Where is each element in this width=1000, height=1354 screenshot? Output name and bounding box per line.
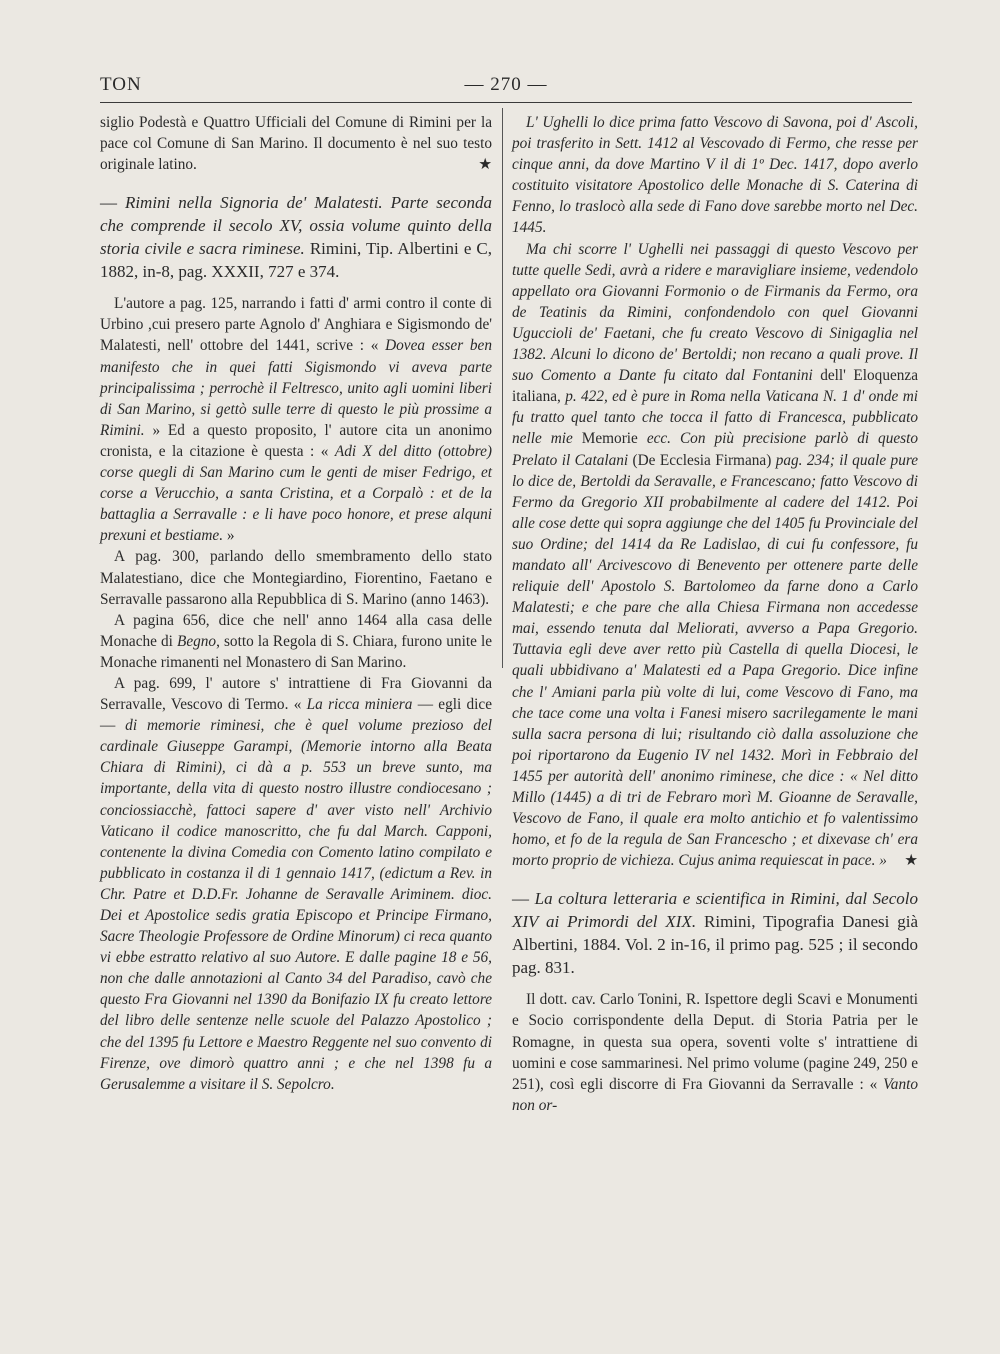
star-ornament: ★ — [904, 852, 918, 870]
entry-publication: Rimini, Tipografia Danesi già Albertini, 1884. Vol. 2 in-16, il primo pag. 525 ; il secondo pag. 831. — [512, 912, 918, 978]
entry-title: La coltura letteraria e scientifica in Rimini, dal Secolo XIV ai Primordi del XIX. — [512, 889, 919, 932]
page-number: — 270 — — [464, 74, 548, 95]
paragraph: siglio Podestà e Quattro Ufficiali del Comune di Rimini per la pace col Comune di San Marino. Il documento è nel suo testo originale latino. ★ — [100, 112, 492, 175]
paragraph: Ma chi scorre l' Ughelli nei passaggi di questo Vescovo per tutte quelle Sedi, avrà a ridere e maravigliare insieme, vedendolo appellato ora Giovanni Formonio o de Firmanis da Fermo, ora de Teatinis da Rimini, confondendolo con quel Giovanni Uguccioli de' Faetani, che fu creato Vescovo di Sinigaglia nel 1382. Alcuni lo dicono de' Bertoldi; non recano a quali prove. Il suo Comento a Dante fu citato dal Fontanini dell' Eloquenza italiana, p. 422, ed è pure in Roma nella Vaticana N. 1 d' onde mi fu tratto quel tanto che tocca il fatto di Francesca, pubblicato nelle mie Memorie ecc. Con più precisione parlò di questo Prelato il Catalani (De Ecclesia Firmana) pag. 234; il quale pure lo dice de, Bertoldi da Seravalle, e Francescano; fatto Vescovo di Fermo da Gregorio XII probabilmente al cadere del 1412. Poi alle cose dette qui sopra aggiunge che del 1405 fu Provinciale del suo Ordine; del 1414 da Re Ladislao, di cui fu confessore, fu mandato all' Arcivescovo di Benevento per ottenere parte delle reliquie dell' Apostolo S. Bartolomeo da farne dono a Carlo Malatesti; e che pare che alla Chiesa Firmana non accedesse mai, essendo tenuta dal Meliorati, avverso a Papa Gregorio. Tuttavia egli deve aver retto più Castella di quella Diocesi, le quali ubbidivano a' Malatesti ed a Papa Gregorio. Dice infine che l' Amiani parla più volte di lui, come Vescovo di Fano, ma che tace come una volta i Fanesi misero sacrilegamente le mani sulla sacra persona di lui; risultando ciò dalla assoluzione che poi riportarono da Eugenio IV nel 1432. Morì in Febbraio del 1455 per autorità dell' anonimo riminese, che dice : « Nel ditto Millo (1445) a di tri de Febraro morì M. Gioanne de Seravalle, Vescovo de Fano, il quale era molto antichio et fo valentissimo homo, et fo de la regula de San Franceschо ; et dixevase ch' era morto proprio de vichieza. Cujus anima requiescat in pace. » ★ — [512, 239, 918, 872]
paragraph: Il dott. cav. Carlo Tonini, R. Ispettore degli Scavi e Monumenti e Socio corrispondente della Deput. di Storia Patria per le Romagne, in questa sua opera, soventi volte s' intrattiene di uomini e cose sammarinesi. Nel primo volume (pagine 249, 250 e 251), così egli discorre di Fra Giovanni da Serravalle : « Vanto non or- — [512, 991, 918, 1114]
star-ornament: ★ — [478, 156, 492, 174]
paragraph: L' Ughelli lo dice prima fatto Vescovo di Savona, poi d' Ascoli, poi trasferito in Sett. 1412 al Vescovado di Fermo, che resse per cinque anni, da dove Martino V il di 1º Dec. 1417, dopo averlo costituito visitatore Apostolico delle Monache di S. Caterina di Fenno, lo traslocò alla sede di Fano dove sarebbe morto nel Dec. 1445. — [512, 114, 918, 237]
bibliography-entry: — Rimini nella Signoria de' Malatesti. Parte seconda che comprende il secolo XV, ossia volume quinto della storia civile e sacra riminese. Rimini, Tip. Albertini e C, 1882, in-8, pag. XXXII, 727 e 374. — [100, 193, 493, 282]
running-head: TON — [100, 74, 142, 95]
page-header — [100, 70, 912, 100]
paragraph: L'autore a pag. 125, narrando i fatti d' armi contro il conte di Urbino ,cui presero parte Agnolo d' Anghiara e Sigismondo de' Malatesti, nell' ottobre del 1441, scrive : « Dovea esser ben manifesto che in quei fatti Sigismondo vi aveva parte principalissima ; perrochè il Feltresco, unito agli uomini liberi di San Marino, si gettò sulle terre di questo le più prossime a Rimini. » Ed a questo proposito, l' autore cita un anonimo cronista, e la citazione è questa : « Adi X del ditto (ottobre) corse quegli di San Marino cum le genti de miser Fedrigo, et corse a Verucchio, a santa Cristina, et a Corpalò : et de la battaglia a Serravalle : e li have poco honore, et prese alquni prexuni et bestiame. » — [100, 295, 492, 545]
paragraph: A pag. 300, parlando dello smembramento dello stato Malatestiano, dice che Montegiardino, Fiorentino, Faetano e Serravalle passarono alla Repubblica di S. Marino (anno 1463). — [100, 548, 492, 608]
bibliography-entry: — La coltura letteraria e scientifica in Rimini, dal Secolo XIV ai Primordi del XIX. Rimini, Tipografia Danesi già Albertini, 1884. Vol. 2 in-16, il primo pag. 525 ; il secondo pag. 831. — [512, 889, 919, 978]
left-column — [100, 112, 492, 1095]
header-rule — [100, 102, 912, 103]
column-divider — [502, 108, 503, 668]
entry-publication: Rimini, Tip. Albertini e C, 1882, in-8, pag. XXXII, 727 e 374. — [100, 239, 492, 282]
entry-title: Rimini nella Signoria de' Malatesti. Parte seconda che comprende il secolo XV, ossia volume quinto della storia civile e sacra riminese. — [100, 193, 493, 259]
right-column — [512, 112, 918, 1116]
paragraph: A pag. 699, l' autore s' intrattiene di Fra Giovanni da Serravalle, Vescovo di Termo. « La ricca miniera — egli dice — di memorie riminesi, che è quel volume prezioso del cardinale Giuseppe Garampi, (Memorie intorno alla Beata Chiara di Rimini), ci dà a p. 553 un breve sunto, ma importante, della vita di questo nostro illustre condiocesano ; conciossiacchè, fattoci sapere d' aver visto nell' Archivio Vaticano il codice manoscritto, che fu dal March. Capponi, contenente la divina Comedia con Comento latino compilato e pubblicato in costanza il di 1 gennaio 1417, (edictum a Rev. in Chr. Patre et D.D.Fr. Johanne de Seravalle Ariminem. dioc. Dei et Apostolice sedis gratia Episcopo et Principe Firmano, Sacre Theologie Professore de Ordine Minorum) ci reca quanto vi ebbe estratto relativo al suo Autore. E dalle pagine 18 e 56, non che dalle annotazioni al Canto 34 del Paradiso, cavò che questo Fra Giovanni nel 1390 da Bonifazio IX fu creato lettore del libro delle sentenze nelle scuole del Palazzo Apostolico ; che del 1395 fu Lettore e Maestro Reggente nel suo convento di Firenze, ove dimorò quattro anni ; e che nel 1398 fu a Gerusalemme a visitare il S. Sepolcro. — [100, 674, 492, 1093]
paragraph: A pagina 656, dice che nell' anno 1464 alla casa delle Monache di Begno, sotto la Regola di S. Chiara, furono unite le Monache rimanenti nel Monastero di San Marino. — [100, 611, 492, 671]
